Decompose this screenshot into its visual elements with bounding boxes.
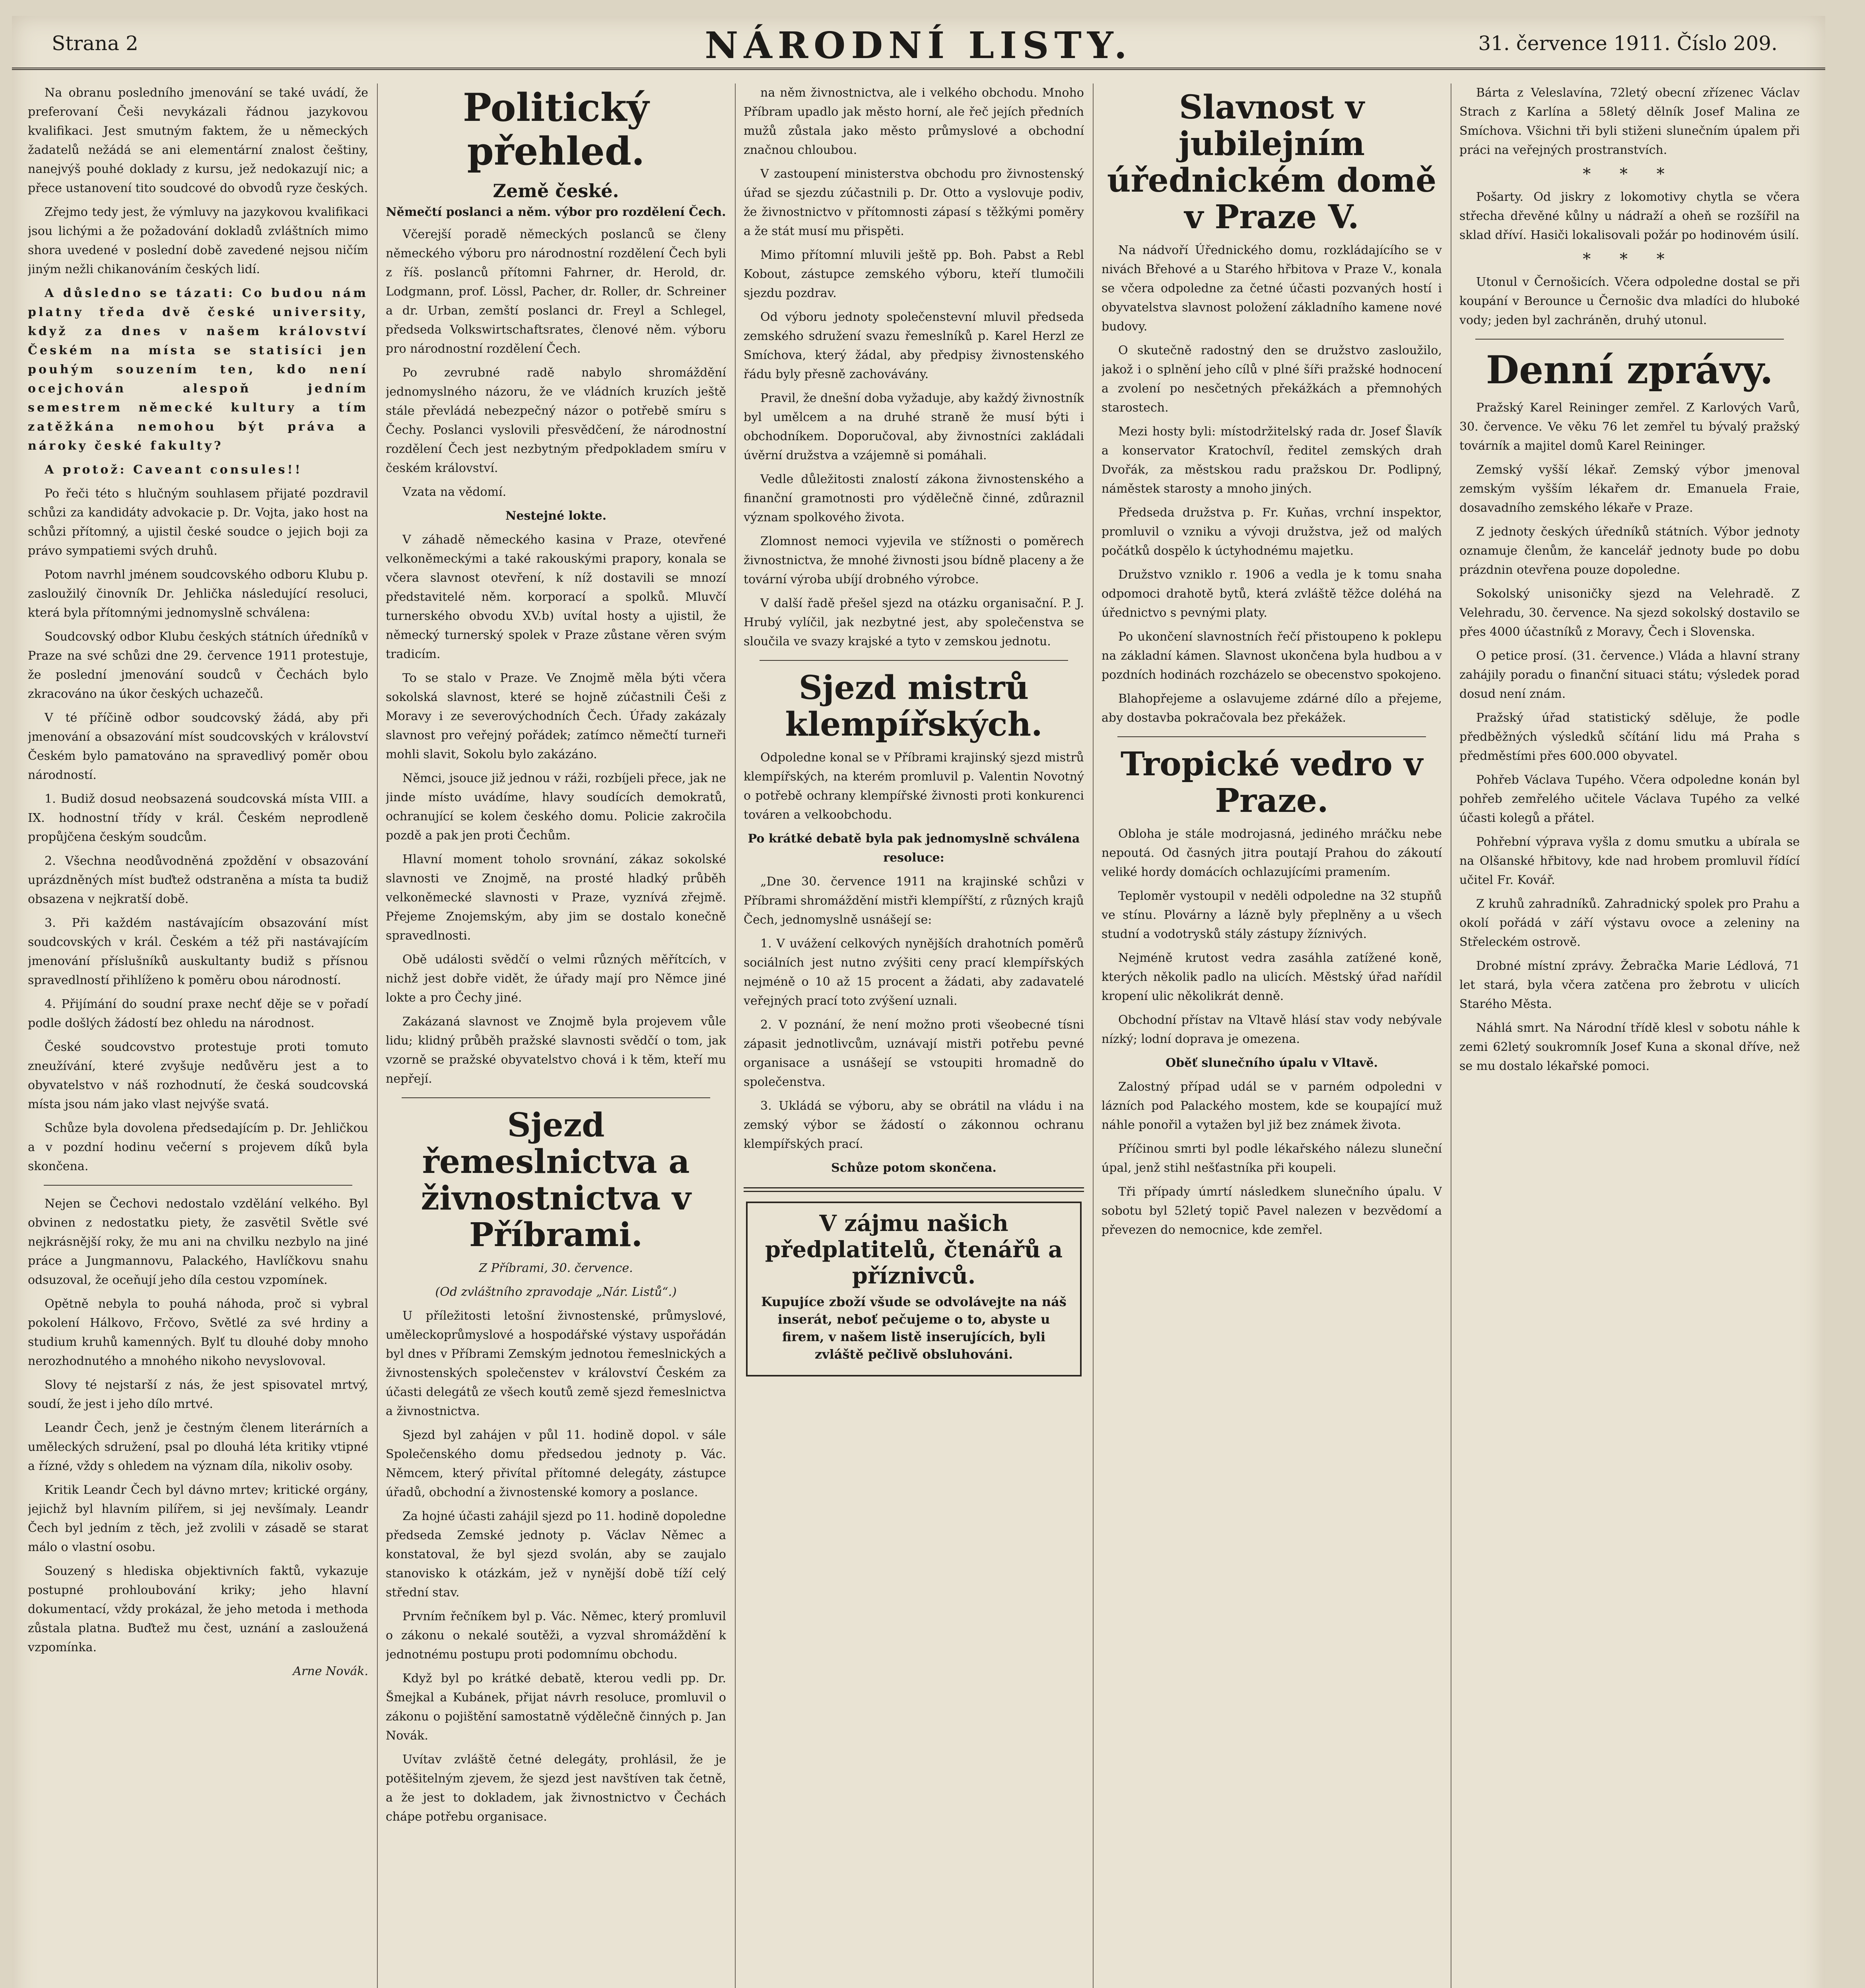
newspaper-page (12, 16, 1825, 1988)
double-rule (744, 1187, 1084, 1192)
paragraph: Po ukončení slavnostních řečí přistoupeno k poklepu na základní kámen. Slavnost ukončena byla hudbou a v pozdních hodinách rozcházelo se obecenstvo spokojeno. (1102, 630, 1442, 682)
article-headline: Tropické vedro v Praze. (1120, 745, 1423, 820)
paragraph: Od výboru jednoty společenstevní mluvil předseda zemského sdružení svazu řemeslníků p. Karel Herzl ze Smíchova, který žádal, aby předpisy živnostenského řádu byly přesně zachovávány. (744, 310, 1084, 381)
article-kicker: Nestejné lokte. (505, 509, 607, 523)
paragraph: Za hojné účasti zahájil sjezd po 11. hodině dopoledne předseda Zemské jednoty p. Václav Němec a konstatoval, že byl sjezd svolán, aby se zaujalo stanovisko k otázkám, jež v nynější době tíží celý střední stav. (386, 1509, 726, 1600)
column-divider (1093, 83, 1094, 1988)
column-2 (386, 83, 726, 1988)
paragraph: Předseda družstva p. Fr. Kuňas, vrchní inspektor, promluvil o vzniku a vývoji družstva, jež od malých počátků dospělo k úctyhodnému majetku. (1102, 506, 1442, 558)
paragraph: U příležitosti letošní živnostenské, průmyslové, uměleckoprůmyslové a hospodářské výstavy uspořádán byl dnes v Příbrami Zemským jednotou řemeslnických a živnostenských společenstev v království Českém za účasti delegátů ze všech koutů země sjezd řemeslnictva a živnostnictva. (386, 1309, 726, 1418)
paragraph: Teploměr vystoupil v neděli odpoledne na 32 stupňů ve stínu. Plovárny a lázně byly přeplněny a u všech studní a vodotrysků stály zástupy žíznivých. (1102, 889, 1442, 941)
paragraph: 2. Všechna neodůvodněná zpoždění v obsazování uprázdněných míst buďtež odstraněna a místa ta budiž obsazena v nejkratší době. (28, 854, 368, 906)
paragraph: Po zevrubné radě nabylo shromáždění jednomyslného názoru, že ve vládních kruzích ještě stále převládá nebezpečný názor o potřebě smíru s Čechy. Poslanci vyslovili přesvědčení, že národnostní rozdělení Čech jest nezbytným předpokladem smíru v českém království. (386, 366, 726, 475)
column-1 (28, 83, 368, 1988)
paragraph: A důsledno se tázati: Co budou nám platny tředa dvě české university, když za dnes v našem království Českém na místa se statisíci jen pouhým souzením ten, kdo není ocejchován alespoň jedním semestrem německé kultury a tím zatěžkána nemohou být práva a nároky české fakulty? (28, 286, 368, 453)
article-dateline: Z Příbrami, 30. července. (479, 1261, 633, 1275)
paragraph: Odpoledne konal se v Příbrami krajinský sjezd mistrů klempířských, na kterém promluvil p. Valentin Novotný o potřebě ochrany klempířské živnosti proti konkurenci továren a velkoobchodu. (744, 751, 1084, 822)
paragraph: Obchodní přístav na Vltavě hlásí stav vody nebývale nízký; lodní doprava je omezena. (1102, 1013, 1442, 1046)
paragraph: Opětně nebyla to pouhá náhoda, proč si vybral pokolení Hálkovo, Frčovo, Světlé za své hrdiny a studium kruhů kamenných. Bylť tu dlouhé doby mnoho nerozhodnutého a mnohého nikoho nevyslovoval. (28, 1297, 368, 1368)
column-4 (1102, 83, 1442, 1988)
paragraph: Včerejší poradě německých poslanců se členy německého výboru pro národnostní rozdělení Čech byli z říš. poslanců přítomni Fahrner, dr. Herold, dr. Lodgmann, prof. Lössl, Pacher, dr. Roller, dr. Schreiner a dr. Urban, zemští poslanci dr. Freyl a Schlegel, předseda Volkswirtschaftsrates, členové něm. výboru pro národnostní rozdělení Čech. (386, 227, 726, 356)
paragraph: Schůze byla dovolena předsedajícím p. Dr. Jehličkou a v pozdní hodinu večerní s projevem díků byla skončena. (28, 1121, 368, 1173)
paragraph: 2. V poznání, že není možno proti všeobecné tísni zápasit jednotlivcům, uznávají mistři potřebu pevné organisace a usnášejí se vstoupiti hromadně do společenstva. (744, 1018, 1084, 1089)
column-divider (735, 83, 736, 1988)
paragraph: Pravil, že dnešní doba vyžaduje, aby každý živnostník byl umělcem a na druhé straně že musí býti i obchodníkem. Doporučoval, aby živnostníci zakládali úvěrní družstva a vzájemně si pomáhali. (744, 391, 1084, 462)
newspaper-title: NÁRODNÍ LISTY. (705, 24, 1133, 67)
paragraph: Zemský vyšší lékař. Zemský výbor jmenoval zemským vyšším lékařem dr. Emanuela Fraie, dosavadního zemského lékaře v Praze. (1459, 463, 1800, 515)
paragraph: Souzený s hlediska objektivních faktů, vykazuje postupné prohloubování kriky; jeho hlavní dokumentací, vždy prokázal, že jeho metoda i methoda zůstala platna. Buďtež mu čest, uznání a zasloužená vzpomínka. (28, 1564, 368, 1654)
paragraph: V záhadě německého kasina v Praze, otevřené velkoněmeckými a také rakouskými prapory, konala se včera slavnost otevření, k níž dostavili se mnozí představitelé něm. korporací a spolků. Mluvčí turnerského obvodu XV.b) uvítal hosty a ujistil, že německý turnerský spolek v Praze zůstane věren svým tradicím. (386, 533, 726, 661)
subscriber-notice (746, 1202, 1082, 1376)
masthead (12, 16, 1825, 70)
section-divider (1475, 339, 1784, 340)
date-issue: 31. července 1911. Číslo 209. (1478, 32, 1778, 55)
column-3 (744, 83, 1084, 1988)
author-signature: Arne Novák. (293, 1664, 368, 1678)
notice-title: V zájmu našich předplatitelů, čtenářů a příznivců. (765, 1210, 1063, 1289)
paragraph: Bárta z Veleslavína, 72letý obecní zřízenec Václav Strach z Karlína a 58letý dělník Josef Malina ze Smíchova. Všichni tři byli stiženi slunečním úpalem při práci na veřejných prostranstvích. (1459, 86, 1800, 157)
paragraph: V další řadě přešel sjezd na otázku organisační. P. J. Hrubý vylíčil, jak nezbytné jest, aby společenstva se sloučila ve svazy krajské a tyto v zemskou jednotu. (744, 596, 1084, 648)
paragraph: O petice prosí. (31. července.) Vláda a hlavní strany zahájily poradu o finanční situaci státu; výsledek porad dosud není znám. (1459, 649, 1800, 701)
paragraph: Potom navrhl jménem soudcovského odboru Klubu p. zasloužilý činovník Dr. Jehlička následující resoluci, která byla přítomnými jednomyslně schválena: (28, 568, 368, 620)
paragraph: O skutečně radostný den se družstvo zasloužilo, jakož i o splnění jeho cílů v plné šíři pražské hodnocení a zvolení po nesčetných překážkách a přemnohých starostech. (1102, 344, 1442, 415)
paragraph: 1. Budiž dosud neobsazená soudcovská místa VIII. a IX. hodnostní třídy v král. Českém neprodleně propůjčena českým soudcům. (28, 792, 368, 844)
paragraph: Pošarty. Od jiskry z lokomotivy chytla se včera střecha dřevěné kůlny u nádraží a oheň se rozšířil na sklad dříví. Hasiči lokalisovali požár po hodinovém úsilí. (1459, 190, 1800, 242)
paragraph: Slovy té nejstarší z nás, že jest spisovatel mrtvý, soudí, že jest i jeho dílo mrtvé. (28, 1378, 368, 1411)
paragraph: 3. Při každém nastávajícím obsazování míst soudcovských v král. Českém a též při nastávajícím jmenování příslušníků auskultanty budiž s přísnou spravedlností přihlíženo k poměru obou národností. (28, 916, 368, 987)
paragraph: 1. V uvážení celkových nynějších drahotních poměrů sociálních jest nutno zvýšiti ceny prací klempířských nejméně o 10 až 15 procent a žádati, aby zadavatelé veřejných prací toto zvýšení uznali. (744, 937, 1084, 1008)
paragraph: Blahopřejeme a oslavujeme zdárné dílo a přejeme, aby dostavba pokračovala bez překážek. (1102, 692, 1442, 725)
section-divider (44, 1185, 352, 1186)
paragraph: Vzata na vědomí. (402, 485, 507, 499)
paragraph: Příčinou smrti byl podle lékařského nálezu sluneční úpal, jenž stihl nešťastníka při koupeli. (1102, 1142, 1442, 1175)
column-5 (1459, 83, 1800, 1988)
paragraph: Když byl po krátké debatě, kterou vedli pp. Dr. Šmejkal a Kubánek, přijat návrh resoluce, promluvil o zákonu o pojištění samostatně výdělečně činných p. Jan Novák. (386, 1672, 726, 1743)
paragraph: Vedle důležitosti znalostí zákona živnostenského a finanční gramotnosti pro výdělečně činné, zdůraznil význam spolkového života. (744, 472, 1084, 524)
paragraph: Po řeči této s hlučným souhlasem přijaté pozdravil schůzi za kandidáty advokacie p. Dr. Vojta, jako host na schůzi přítomný, a ujistil české soudce o jejich boji za právo sympatiemi svých druhů. (28, 487, 368, 558)
paragraph: Zlomnost nemoci vyjevila ve stížnosti o poměrech živnostnictva, že mnohé živnosti jsou bídně placeny a že tovární výroba ubíjí drobného výrobce. (744, 534, 1084, 586)
paragraph: Po krátké debatě byla pak jednomyslně schválena resoluce: (748, 832, 1080, 865)
paragraph: Pohřeb Václava Tupého. Včera odpoledne konán byl pohřeb zemřelého učitele Václava Tupého za velké účasti kolegů a přátel. (1459, 773, 1800, 825)
paragraph: Sokolský unisoničky sjezd na Velehradě. Z Velehradu, 30. července. Na sjezd sokolský dostavilo se přes 4000 účastníků z Moravy, Čech i Slovenska. (1459, 587, 1800, 639)
paragraph: A protož: Caveant consules!! (45, 463, 303, 477)
section-title: Politický přehled. (462, 85, 649, 174)
paragraph: Zakázaná slavnost ve Znojmě byla projevem vůle lidu; klidný průběh pražské slavnosti svědčí o tom, jak vzorně se pražské obyvatelstvo chová i k těm, kteří mu nepřejí. (386, 1015, 726, 1086)
paragraph: Pražský Karel Reininger zemřel. Z Karlových Varů, 30. července. Ve věku 76 let zemřel tu bývalý pražský továrník a majitel domů Karel Reininger. (1459, 401, 1800, 453)
paragraph: Leandr Čech, jenž je čestným členem literárních a uměleckých sdružení, psal po dlouhá léta kritiky vtipné a řízné, vždy s ohledem na význam díla, nikoliv osoby. (28, 1421, 368, 1473)
paragraph: Pohřební výprava vyšla z domu smutku a ubírala se na Olšanské hřbitovy, kde nad hrobem promluvil řídící učitel Fr. Kovář. (1459, 835, 1800, 887)
paragraph: Sjezd byl zahájen v půl 11. hodině dopol. v sále Společenského domu předsedou jednoty p. Vác. Němcem, který přivítal přítomné delegáty, zástupce úřadů, obchodní a živnostenské komory a poslance. (386, 1428, 726, 1499)
page-label: Strana 2 (52, 32, 138, 55)
section-title: Denní zprávy. (1486, 348, 1774, 392)
paragraph: Na nádvoří Úřednického domu, rozkládajícího se v nivách Břehové a u Starého hřbitova v Praze V., konala se včera odpoledne za četné účasti pozvaných hostí i obyvatelstva slavnost položení základního kamene nové budovy. (1102, 243, 1442, 334)
subsection-title: Země české. (493, 180, 619, 202)
paragraph: Mezi hosty byli: místodržitelský rada dr. Josef Šlavík a konservator Kratochvíl, ředitel zemských drah Dvořák, za městskou radu pražskou Dr. Podlipný, náměstek starosty a mnoho jiných. (1102, 425, 1442, 496)
paragraph: Hlavní moment toholo srovnání, zákaz sokolské slavnosti ve Znojmě, na prosté hladký průběh velkoněmecké slavnosti v Praze, vyznívá zřejmě. Přejeme Znojemským, aby jim se dostalo konečně spravedlnosti. (386, 852, 726, 943)
paragraph: Náhlá smrt. Na Národní třídě klesl v sobotu náhle k zemi 62letý soukromník Josef Kuna a skonal dříve, než se mu dostalo lékařské pomoci. (1459, 1021, 1800, 1073)
paragraph: Nejen se Čechovi nedostalo vzdělání velkého. Byl obvinen z nedostatku piety, že zasvětil Světle své nejkrásnější roky, že mu ani na chvilku nezbylo na jiné práce a Jungmannovu, Palackého, Havlíčkovu snahu odsuzoval, že oceňují jeho díla cestou vzpomínek. (28, 1197, 368, 1287)
paragraph: Němci, jsouce již jednou v ráži, rozbíjeli přece, jak ne jinde místo uvádíme, hlavy soudících demokratů, ochranující se kolem českého domu. Policie zakročila pozdě a pak jen proti Čechům. (386, 771, 726, 843)
article-headline: Slavnost v jubilejním úřednickém domě v Praze V. (1107, 88, 1437, 236)
paragraph: V zastoupení ministerstva obchodu pro živnostenský úřad se sjezdu zúčastnili p. Dr. Otto a vyslovuje podiv, že živnostnictvo v přítomnosti zápasí s těžkými poměry a že stát musí mu přispěti. (744, 167, 1084, 238)
paragraph: V té příčině odbor soudcovský žádá, aby při jmenování a obsazování míst soudcovských v království Českém bylo pamatováno na spravedlivý poměr obou národností. (28, 711, 368, 782)
paragraph: Obě události svědčí o velmi různých měřítcích, v nichž jest dobře vidět, že úřady mají pro Němce jiné lokte a pro Čechy jiné. (386, 953, 726, 1005)
col1-article (28, 83, 368, 1176)
paragraph: 4. Přijímání do soudní praxe nechť děje se v pořadí podle došlých žádostí bez ohledu na národnost. (28, 997, 368, 1030)
article-lede: Němečtí poslanci a něm. výbor pro rozdělení Čech. (386, 205, 726, 219)
paragraph: Pražský úřad statistický sděluje, že podle předběžných výsledků sčítání lidu má Praha s předměstími přes 600.000 obyvatel. (1459, 711, 1800, 763)
paragraph: To se stalo v Praze. Ve Znojmě měla býti včera sokolská slavnost, které se hojně zúčastnili Češi z Moravy i ze severovýchodních Čech. Úřady zakázaly slavnost pro veřejný pořádek; zatímco němečtí turneři mohli slavit, Sokolu bylo zakázáno. (386, 671, 726, 761)
asterism: * * * (1583, 165, 1677, 183)
article-headline: Sjezd mistrů klempířských. (785, 669, 1043, 744)
paragraph: Utonul v Černošicích. Včera odpoledne dostal se při koupání v Berounce u Černošic dva mladíci do hluboké vody; jeden byl zachráněn, druhý utonul. (1459, 275, 1800, 327)
paragraph: České soudcovstvo protestuje proti tomuto zneužívání, které zvyšuje nedůvěru jest a to obyvatelstvo v náš rozhodnutí, že česká soudcovská místa jsou nám jako vlast nejvýše svatá. (28, 1040, 368, 1111)
col1-feuilleton (28, 1194, 368, 1681)
article-kicker: Oběť slunečního úpalu v Vltavě. (1166, 1056, 1378, 1070)
column-divider (377, 83, 378, 1988)
paragraph: Obloha je stále modrojasná, jediného mráčku nebe nepoutá. Od časných jitra poutají Prahou do zákoutí veliké hordy domácích ochlazujícími pramením. (1102, 827, 1442, 879)
paragraph: 3. Ukládá se výboru, aby se obrátil na vládu i na zemský výbor se žádostí o zákonnou ochranu klempířských prací. (744, 1099, 1084, 1151)
paragraph: Soudcovský odbor Klubu českých státních úředníků v Praze na své schůzi dne 29. července 1911 protestuje, že poslední jmenování soudců v Čechách bylo zkracováno na úkor českých uchazečů. (28, 630, 368, 701)
article-headline: Sjezd řemeslnictva a živnostnictva v Příbrami. (421, 1106, 691, 1254)
paragraph: Drobné místní zprávy. Žebračka Marie Lédlová, 71 let stará, byla včera zatčena pro žebrotu v ulicích Starého Města. (1459, 959, 1800, 1011)
section-divider (1117, 736, 1426, 737)
article-byline: (Od zvláštního zpravodaje „Nár. Listů“.) (435, 1285, 677, 1299)
paragraph: Zřejmo tedy jest, že výmluvy na jazykovou kvalifikaci jsou lichými a že požadování dokladů zvláštních mimo shora uvedené v poslední době zavedené nejsou ničím jiným nežli chikanováním českých lidí. (28, 205, 368, 276)
section-divider (760, 660, 1068, 661)
paragraph: Prvním řečníkem byl p. Vác. Němec, který promluvil o zákonu o nekalé soutěži, a vyzval shromáždění k jednotnému postupu proti podomnímu obchodu. (386, 1609, 726, 1662)
paragraph: Uvítav zvláště četné delegáty, prohlásil, že je potěšitelným zjevem, že sjezd jest navštíven tak četně, a že jest to dokladem, jak živnostnictvo v Čechách chápe potřebu organisace. (386, 1753, 726, 1824)
closing-line: Schůze potom skončena. (831, 1161, 997, 1175)
paragraph: Na obranu posledního jmenování se také uvádí, že preferovaní Češi nevykázali řádnou jazykovou kvalifikaci. Jest smutným faktem, že u německých žadatelů nežádá se ani elementární znalost češtiny, nanejvýš pouhé doklady z kursu, jež nedokazují nic; a přece ustanovení tito soudcové do obvodů ryze českých. (28, 86, 368, 195)
asterism: * * * (1583, 250, 1677, 268)
paragraph: Kritik Leandr Čech byl dávno mrtev; kritické orgány, jejichž byl hlavním pilířem, si jej nevšímaly. Leandr Čech byl jedním z těch, jež zvolili v zásadě se starat málo o vlastní osobu. (28, 1483, 368, 1554)
paragraph: Mimo přítomní mluvili ještě pp. Boh. Pabst a Rebl Kobout, zástupce zemského výboru, kteří tlumočili sjezdu pozdrav. (744, 248, 1084, 300)
paragraph: na něm živnostnictva, ale i velkého obchodu. Mnoho Příbram upadlo jak město horní, ale řeč jejích předních mužů zůstala jako město průmyslové a obchodní značnou chloubou. (744, 86, 1084, 157)
paragraph: Družstvo vzniklo r. 1906 a vedla je k tomu snaha odpomoci drahotě bytů, která zvláště těžce doléhá na úřednictvo s pevnými platy. (1102, 568, 1442, 620)
paragraph: „Dne 30. července 1911 na krajinské schůzi v Příbrami shromáždění mistři klempířští, z různých krajů Čech, jednomyslně usnášejí se: (744, 875, 1084, 927)
paragraph: Tři případy úmrtí následkem slunečního úpalu. V sobotu byl 52letý topič Pavel nalezen v bezvědomí a převezen do nemocnice, kde zemřel. (1102, 1185, 1442, 1237)
paragraph: Z kruhů zahradníků. Zahradnický spolek pro Prahu a okolí pořádá v září výstavu ovoce a zeleniny na Střeleckém ostrově. (1459, 897, 1800, 949)
paragraph: Z jednoty českých úředníků státních. Výbor jednoty oznamuje členům, že kancelář jednoty bude po dobu prázdnin otevřena pouze dopoledne. (1459, 525, 1800, 577)
section-divider (402, 1097, 710, 1098)
notice-text: Kupujíce zboží všude se odvolávejte na náš inserát, neboť pečujeme o to, abyste u firem, v našem listě inserujících, byli zvláště pečlivě obsluhováni. (761, 1294, 1067, 1362)
paragraph: Zalostný případ udál se v parném odpoledni v lázních pod Palackého mostem, kde se koupající muž náhle ponořil a vytažen byl již bez známek života. (1102, 1080, 1442, 1132)
paragraph: Nejméně krutost vedra zasáhla zatížené koně, kterých několik padlo na ulicích. Městský úřad nařídil kropení ulic několikrát denně. (1102, 951, 1442, 1003)
